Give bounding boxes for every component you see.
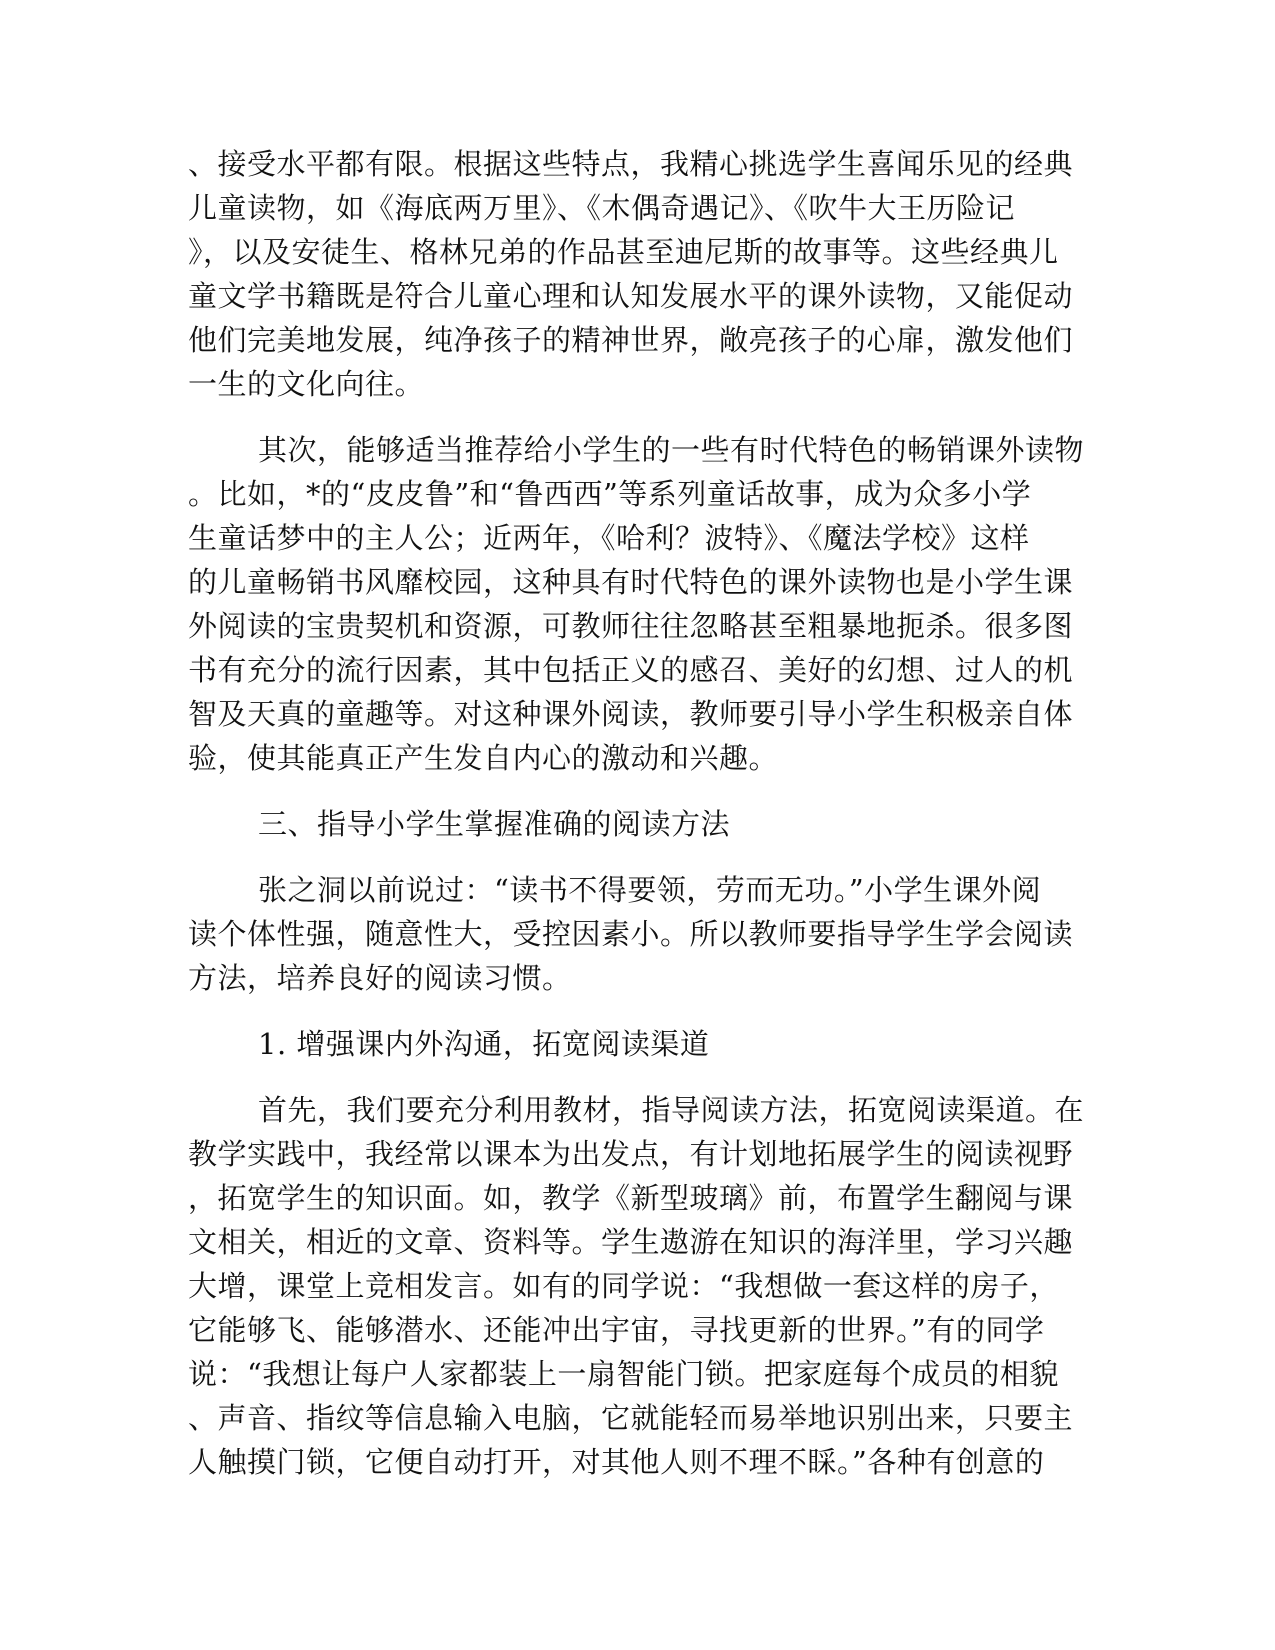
text-line: 生童话梦中的主人公；近两年，《哈利？波特》、《魔法学校》这样 bbox=[188, 521, 1030, 555]
text-line: 大增，课堂上竞相发言。如有的同学说：“我想做一套这样的房子， bbox=[188, 1269, 1059, 1303]
text-line: 他们完美地发展，纯净孩子的精神世界，敞亮孩子的心扉，激发他们 bbox=[188, 323, 1074, 357]
paragraph-spacer bbox=[188, 1066, 1068, 1088]
text-line: 张之洞以前说过：“读书不得要领，劳而无功。”小学生课外阅 bbox=[258, 873, 1042, 907]
text-line: 它能够飞、能够潜水、还能冲出宇宙，寻找更新的世界。”有的同学 bbox=[188, 1313, 1045, 1347]
text-line: 的儿童畅销书风靡校园，这种具有时代特色的课外读物也是小学生课 bbox=[188, 565, 1074, 599]
text-line: 书有充分的流行因素，其中包括正义的感召、美好的幻想、过人的机 bbox=[188, 653, 1074, 687]
text-line: 方法，培养良好的阅读习惯。 bbox=[188, 961, 572, 995]
document-body bbox=[188, 142, 1085, 1484]
section-heading-reading-methods bbox=[188, 802, 1068, 846]
paragraph-bestsellers bbox=[188, 428, 1085, 780]
text-line: 童文学书籍既是符合儿童心理和认知发展水平的课外读物，又能促动 bbox=[188, 279, 1074, 313]
text-line: 教学实践中，我经常以课本为出发点，有计划地拓展学生的阅读视野 bbox=[188, 1137, 1074, 1171]
text-line: 儿童读物，如《海底两万里》、《木偶奇遇记》、《吹牛大王历险记 bbox=[188, 191, 1016, 225]
text-line: 人触摸门锁，它便自动打开，对其他人则不理不睬。”各种有创意的 bbox=[188, 1445, 1045, 1479]
paragraph-spacer bbox=[188, 1000, 1068, 1022]
paragraph-textbook-usage bbox=[188, 1088, 1085, 1484]
heading-line: 三、指导小学生掌握准确的阅读方法 bbox=[258, 807, 731, 841]
text-line: 外阅读的宝贵契机和资源，可教师往往忽略甚至粗暴地扼杀。很多图 bbox=[188, 609, 1074, 643]
text-line: ，拓宽学生的知识面。如，教学《新型玻璃》前，布置学生翻阅与课 bbox=[188, 1181, 1074, 1215]
text-line: 验，使其能真正产生发自内心的激动和兴趣。 bbox=[188, 741, 779, 775]
text-line: 智及天真的童趣等。对这种课外阅读，教师要引导小学生积极亲自体 bbox=[188, 697, 1074, 731]
text-line: 》，以及安徒生、格林兄弟的作品甚至迪尼斯的故事等。这些经典儿 bbox=[188, 235, 1059, 269]
text-line: 首先，我们要充分利用教材，指导阅读方法，拓宽阅读渠道。在 bbox=[258, 1093, 1085, 1127]
text-line: 、声音、指纹等信息输入电脑，它就能轻而易举地识别出来，只要主 bbox=[188, 1401, 1074, 1435]
text-line: 。比如，*的“皮皮鲁”和“鲁西西”等系列童话故事，成为众多小学 bbox=[188, 477, 1032, 511]
paragraph-classic-books bbox=[188, 142, 1074, 406]
text-line: 读个体性强，随意性大，受控因素小。所以教师要指导学生学会阅读 bbox=[188, 917, 1074, 951]
paragraph-spacer bbox=[188, 846, 1068, 868]
heading-line: 1. 增强课内外沟通，拓宽阅读渠道 bbox=[258, 1027, 710, 1061]
text-line: 其次，能够适当推荐给小学生的一些有时代特色的畅销课外读物 bbox=[258, 433, 1085, 467]
text-line: 文相关，相近的文章、资料等。学生遨游在知识的海洋里，学习兴趣 bbox=[188, 1225, 1074, 1259]
paragraph-spacer bbox=[188, 780, 1068, 802]
paragraph-spacer bbox=[188, 406, 1068, 428]
text-line: 、接受水平都有限。根据这些特点，我精心挑选学生喜闻乐见的经典 bbox=[188, 147, 1074, 181]
text-line: 一生的文化向往。 bbox=[188, 367, 425, 401]
subheading-reading-channels bbox=[188, 1022, 1068, 1066]
paragraph-zhang-zhidong-quote bbox=[188, 868, 1074, 1000]
text-line: 说：“我想让每户人家都装上一扇智能门锁。把家庭每个成员的相貌 bbox=[188, 1357, 1059, 1391]
